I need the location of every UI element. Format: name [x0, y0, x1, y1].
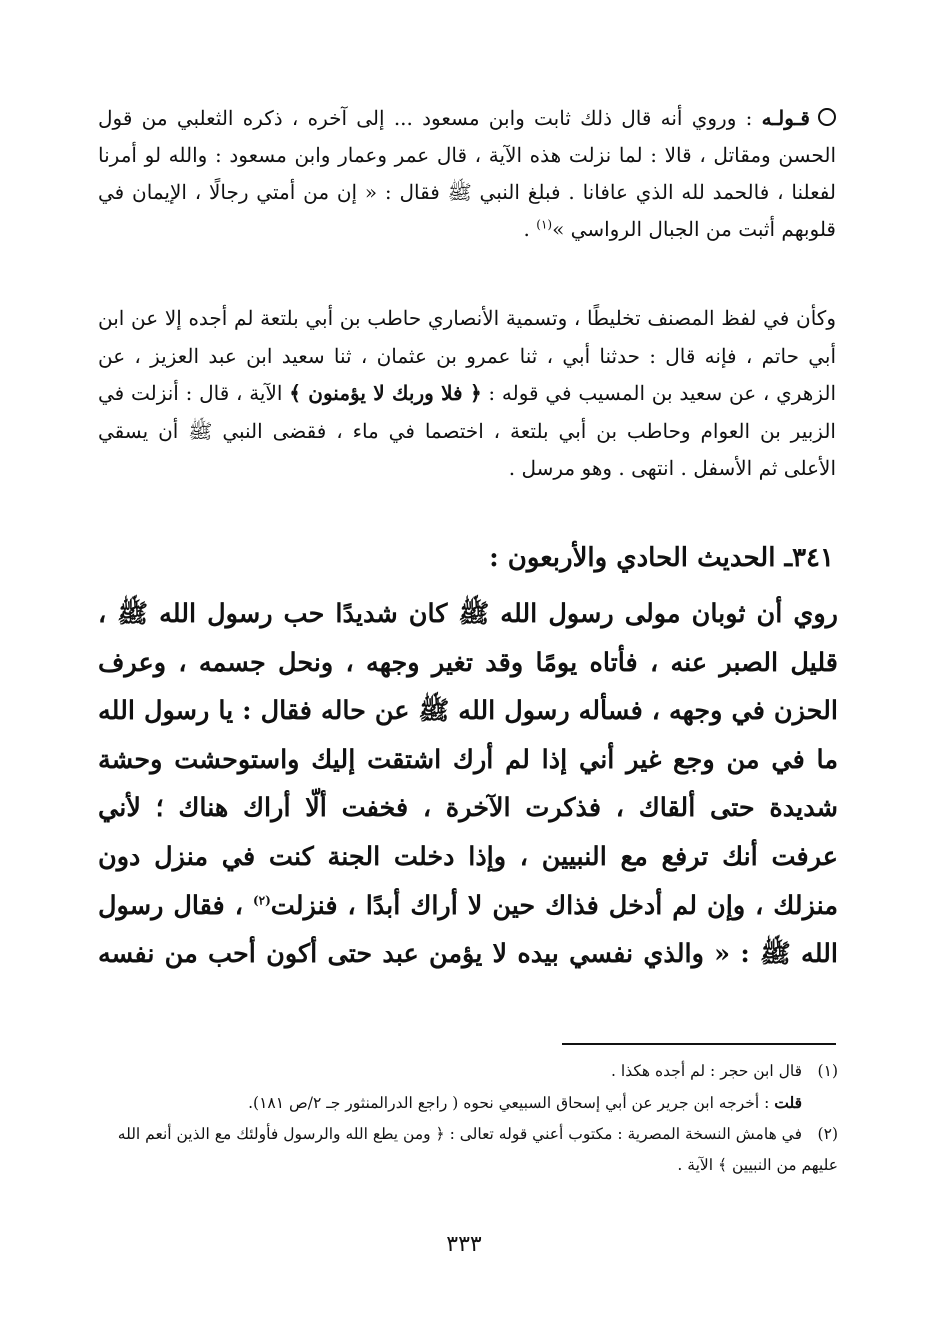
paragraph-text-b: الآية ، قال : أنزلت في الزبير بن العوام وحاطب بن أبي بلتعة ، اختصما في ماء ، فقضى النبي ﷺ أن يسقي الأعلى ثم الأسفل . انتهى . وهو مرسل .: [98, 381, 836, 480]
commentary-paragraph-1: [98, 100, 836, 248]
page-number: ٣٣٣: [446, 1232, 482, 1257]
footnote-number: (١): [817, 1062, 838, 1080]
footnote-2: [96, 1119, 838, 1181]
paragraph-text: : وروي أنه قال ذلك ثابت وابن مسعود ... إلى آخره ، ذكره الثعلبي من قول الحسن ومقاتل ، قالا : لما نزلت هذه الآية ، قال عمر وعمار وابن مسعود : والله لو أمرنا لفعلنا ، فالحمد لله الذي عافانا . فبلغ النبي ﷺ فقال : « إن من أمتي رجالًا ، الإيمان في قلوبهم أثبت من الجبال الرواسي »: [98, 106, 836, 241]
footnote-1-addendum: [96, 1087, 838, 1119]
hadith-heading: ٣٤١ـ الحديث الحادي والأربعون :: [489, 543, 834, 573]
footnote-ref[interactable]: (٢): [252, 893, 271, 908]
paragraph-end: .: [523, 217, 537, 241]
footnote-number: (٢): [817, 1125, 838, 1143]
paragraph-lead-word: قـولـه: [761, 106, 810, 130]
paragraph-text-a: وكأن في لفظ المصنف تخليطًا ، وتسمية الأنصاري حاطب بن أبي بلتعة لم أجده إلا عن ابن أبي حاتم ، فإنه قال : حدثنا أبي ، ثنا عمرو بن عثمان ، ثنا سعيد ابن عبد العزيز ، عن الزهري ، عن سعيد بن المسيب في قوله :: [98, 306, 837, 405]
footnote-text: : أخرجه ابن جرير عن أبي إسحاق السبيعي نحوه ( راجع الدرالمنثور جـ ٢/ص ١٨١).: [248, 1094, 770, 1112]
hadith-text: [98, 590, 838, 979]
hadith-text-a: روي أن ثوبان مولى رسول الله ﷺ كان شديدًا حب رسول الله ﷺ ، قليل الصبر عنه ، فأتاه يومًا وقد تغير وجهه ، ونحل جسمه ، وعرف الحزن في وجهه ، فسأله رسول الله ﷺ عن حاله فقال : يا رسول الله ما في من وجع غير أني إذا لم أرك اشتقت إليك واستوحشت وحشة شديدة حتى ألقاك ، فذكرت الآخرة ، فخفت ألّا أراك هناك ؛ لأني عرفت أنك ترفع مع النبيين ، وإذا دخلت الجنة كنت في منزل دون منزلك ، وإن لم أدخل فذاك حين لا أراك أبدًا ، فنزلت: [98, 599, 838, 921]
footnotes: [96, 1056, 838, 1181]
footnote-divider: [562, 1043, 836, 1045]
footnote-text: قال ابن حجر : لم أجده هكذا .: [611, 1062, 802, 1080]
footnote-ref[interactable]: (١): [536, 217, 553, 232]
footnote-text: في هامش النسخة المصرية : مكتوب أعني قوله تعالى : ﴿ ومن يطع الله والرسول فأولئك مع الذين أنعم الله عليهم من النبيين ﴾ الآية .: [117, 1125, 838, 1174]
commentary-paragraph-2: [98, 300, 836, 488]
hadith-text-b: ، فقال رسول الله ﷺ : « والذي نفسي بيده لا يؤمن عبد حتى أكون أحب من نفسه: [98, 890, 838, 970]
footnote-1: [96, 1056, 838, 1087]
circle-bullet-icon: [818, 108, 836, 126]
quran-quote: ﴿ فلا وربك لا يؤمنون ﴾: [289, 381, 482, 405]
footnote-lead-word: قلت: [774, 1093, 802, 1112]
